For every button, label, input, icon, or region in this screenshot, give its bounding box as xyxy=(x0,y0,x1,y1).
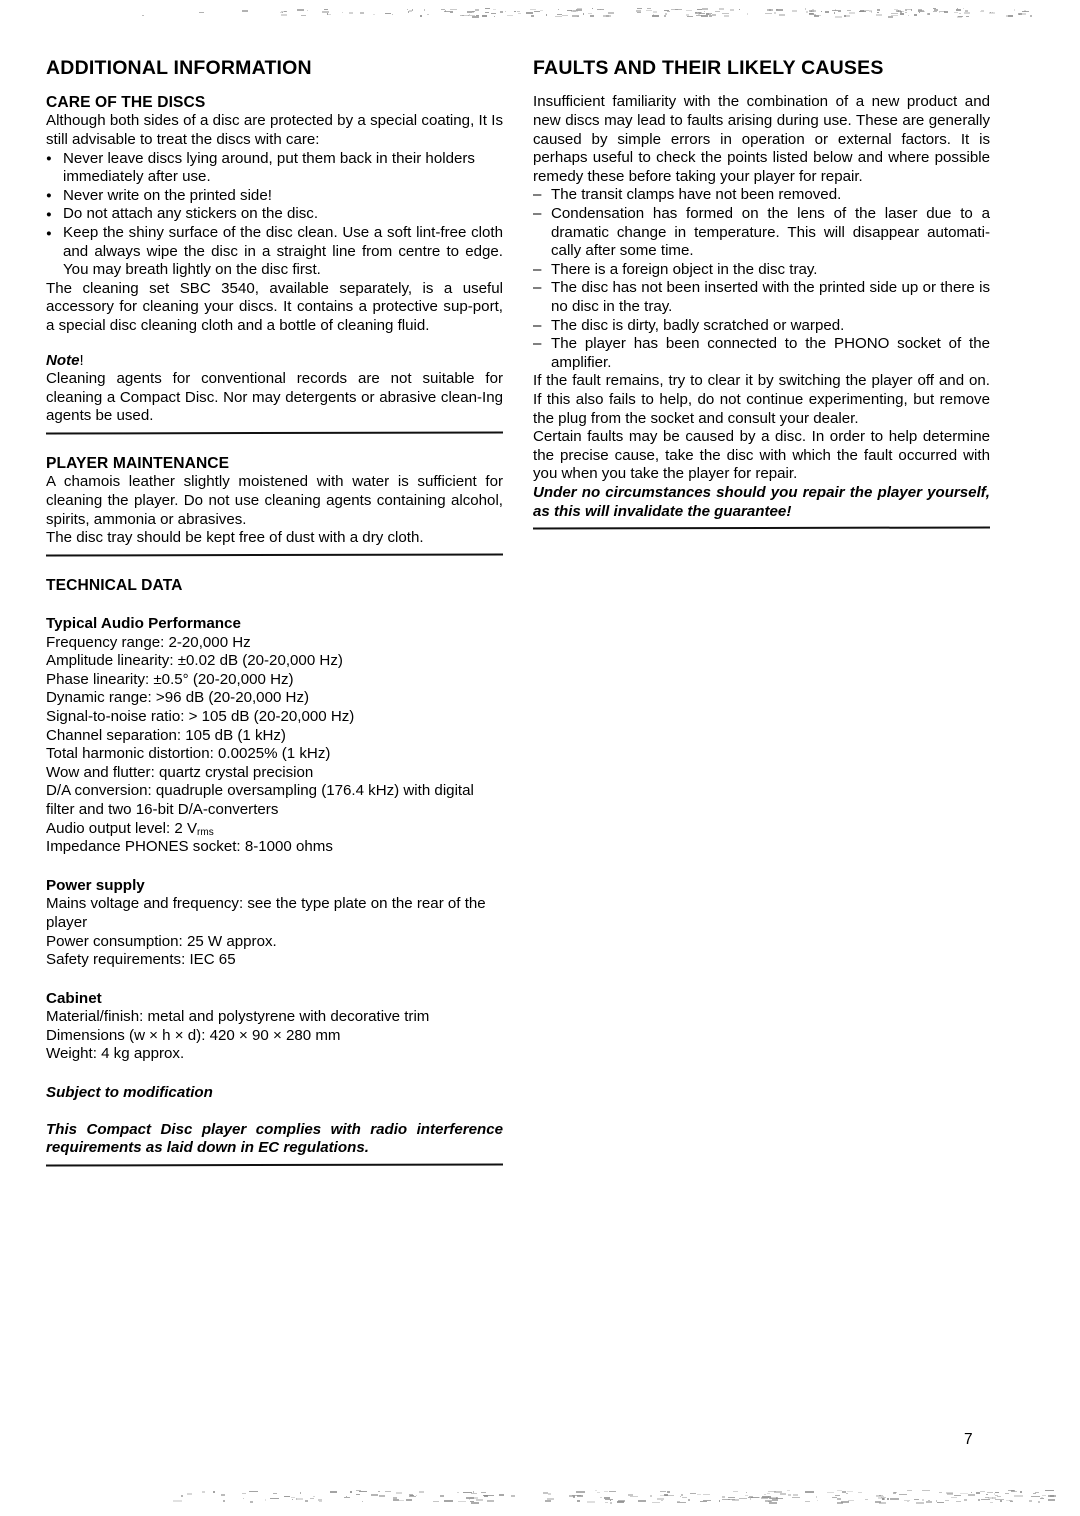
subject-to-modification-note: Subject to modification xyxy=(46,1084,213,1102)
page-title-additional-information: ADDITIONAL INFORMATION xyxy=(46,57,312,79)
spec-line: Material/finish: metal and polystyrene with decorative trim xyxy=(46,1008,430,1026)
ec-compliance-statement: This Compact Disc player complies with radio interference requirements as laid down in EC regulations. xyxy=(46,1120,503,1157)
note-label-line xyxy=(46,352,503,371)
list-item: ● Never write on the printed side! xyxy=(46,187,503,206)
list-item: – Condensation has formed on the lens of the laser due to a dramatic change in temperature. This will disappear automati-cally after some time. xyxy=(533,205,990,261)
care-intro-paragraph: Although both sides of a disc are protected by a special coating, It Is still advisable to treat the discs with care: xyxy=(46,112,503,149)
list-item: ● Never leave discs lying around, put them back in their holders immediately after use. xyxy=(46,150,503,187)
fault-remedy-paragraph-1: If the fault remains, try to clear it by switching the player off and on. If this also fails to help, do not continue experimenting, but remove the plug from the socket and consult your dealer. xyxy=(533,372,990,427)
player-maintenance-paragraph: A chamois leather slightly moistened with water is sufficient for cleaning the player. Do not use cleaning agents containing alcohol, spirits, ammonia or abrasives. xyxy=(46,473,503,528)
spec-line: Phase linearity: ±0.5° (20-20,000 Hz) xyxy=(46,670,294,688)
spec-line: Signal-to-noise ratio: > 105 dB (20-20,000 Hz) xyxy=(46,708,355,726)
page-title-faults-and-causes: FAULTS AND THEIR LIKELY CAUSES xyxy=(533,57,884,79)
spec-line: Power consumption: 25 W approx. xyxy=(46,932,277,950)
scan-noise-top xyxy=(0,8,1080,20)
spec-line-audio-output xyxy=(46,820,503,839)
list-item: – The disc has not been inserted with the printed side up or there is no disc in the tray. xyxy=(533,279,990,316)
list-item: – The transit clamps have not been removed. xyxy=(533,186,990,205)
heading-power-supply: Power supply xyxy=(46,876,145,894)
spec-line: Wow and flutter: quartz crystal precision xyxy=(46,763,314,781)
spec-line: Channel separation: 105 dB (1 kHz) xyxy=(46,726,286,744)
note-body-paragraph: Cleaning agents for conventional records are not suitable for cleaning a Compact Disc. Nor may detergents or abrasive clean-Ing agents be used. xyxy=(46,370,503,425)
spec-line-impedance: Impedance PHONES socket: 8-1000 ohms xyxy=(46,838,333,856)
audio-output-subscript: rms xyxy=(197,826,214,838)
audio-spec-list xyxy=(46,634,503,857)
list-item: – There is a foreign object in the disc tray. xyxy=(533,261,990,280)
cleaning-set-paragraph: The cleaning set SBC 3540, available separately, is a useful accessory for cleaning your discs. It contains a protective sup-port, a special disc cleaning cloth and a bottle of cleaning fluid. xyxy=(46,279,503,334)
spec-line: Dimensions (w × h × d): 420 × 90 × 280 mm xyxy=(46,1026,341,1044)
right-column xyxy=(533,58,990,529)
spec-line: D/A conversion: quadruple oversampling (176.4 kHz) with digital filter and two 16-bit D/A-converters xyxy=(46,782,474,819)
spec-line: Total harmonic distortion: 0.0025% (1 kHz) xyxy=(46,745,331,763)
spec-line: Amplitude linearity: ±0.02 dB (20-20,000 Hz) xyxy=(46,652,343,670)
player-maintenance-paragraph-2: The disc tray should be kept free of dust with a dry cloth. xyxy=(46,529,424,547)
spec-line: Dynamic range: >96 dB (20-20,000 Hz) xyxy=(46,689,310,707)
note-exclamation: ! xyxy=(79,351,84,369)
list-item: ● Keep the shiny surface of the disc clean. Use a soft lint-free cloth and always wipe the disc in a straight line from centre to edge. You may breath lightly on the disc first. xyxy=(46,224,503,280)
heading-technical-data: TECHNICAL DATA xyxy=(46,577,183,595)
faults-intro-paragraph: Insufficient familiarity with the combination of a new product and new discs may lead to faults arising during use. These are generally caused by simple errors in operation or external factors. It is perhaps useful to check the points listed below and where possible remedy these before taking your player for repair. xyxy=(533,93,990,185)
heading-typical-audio-performance: Typical Audio Performance xyxy=(46,615,241,633)
audio-output-text: Audio output level: 2 V xyxy=(46,819,198,837)
cabinet-spec-list xyxy=(46,1008,503,1064)
list-item: ● Do not attach any stickers on the disc. xyxy=(46,205,503,224)
list-item: – The player has been connected to the PHONO socket of the amplifier. xyxy=(533,335,990,372)
spec-line: Frequency range: 2-20,000 Hz xyxy=(46,633,251,651)
page-number: 7 xyxy=(964,1431,973,1448)
heading-player-maintenance: PLAYER MAINTENANCE xyxy=(46,455,230,473)
left-column xyxy=(46,58,503,1166)
faults-list xyxy=(533,186,990,372)
scan-noise-bottom xyxy=(0,1490,1080,1504)
heading-cabinet: Cabinet xyxy=(46,989,102,1007)
fault-remedy-paragraph-2: Certain faults may be caused by a disc. In order to help determine the precise cause, take the disc with which the fault occurred with you when you take the player for repair. xyxy=(533,428,990,483)
care-bullet-list xyxy=(46,150,503,280)
repair-warning-statement: Under no circumstances should you repair the player yourself, as this will invalidate the guarantee! xyxy=(533,483,990,520)
spec-line: Safety requirements: IEC 65 xyxy=(46,951,236,969)
list-item: – The disc is dirty, badly scratched or warped. xyxy=(533,317,990,336)
heading-care-of-the-discs: CARE OF THE DISCS xyxy=(46,94,206,112)
section-rule xyxy=(533,527,990,531)
section-rule xyxy=(46,1163,503,1167)
note-label: Note xyxy=(46,351,80,369)
power-spec-list xyxy=(46,895,503,969)
spec-line: Weight: 4 kg approx. xyxy=(46,1045,185,1063)
spec-line: Mains voltage and frequency: see the type plate on the rear of the player xyxy=(46,895,486,931)
